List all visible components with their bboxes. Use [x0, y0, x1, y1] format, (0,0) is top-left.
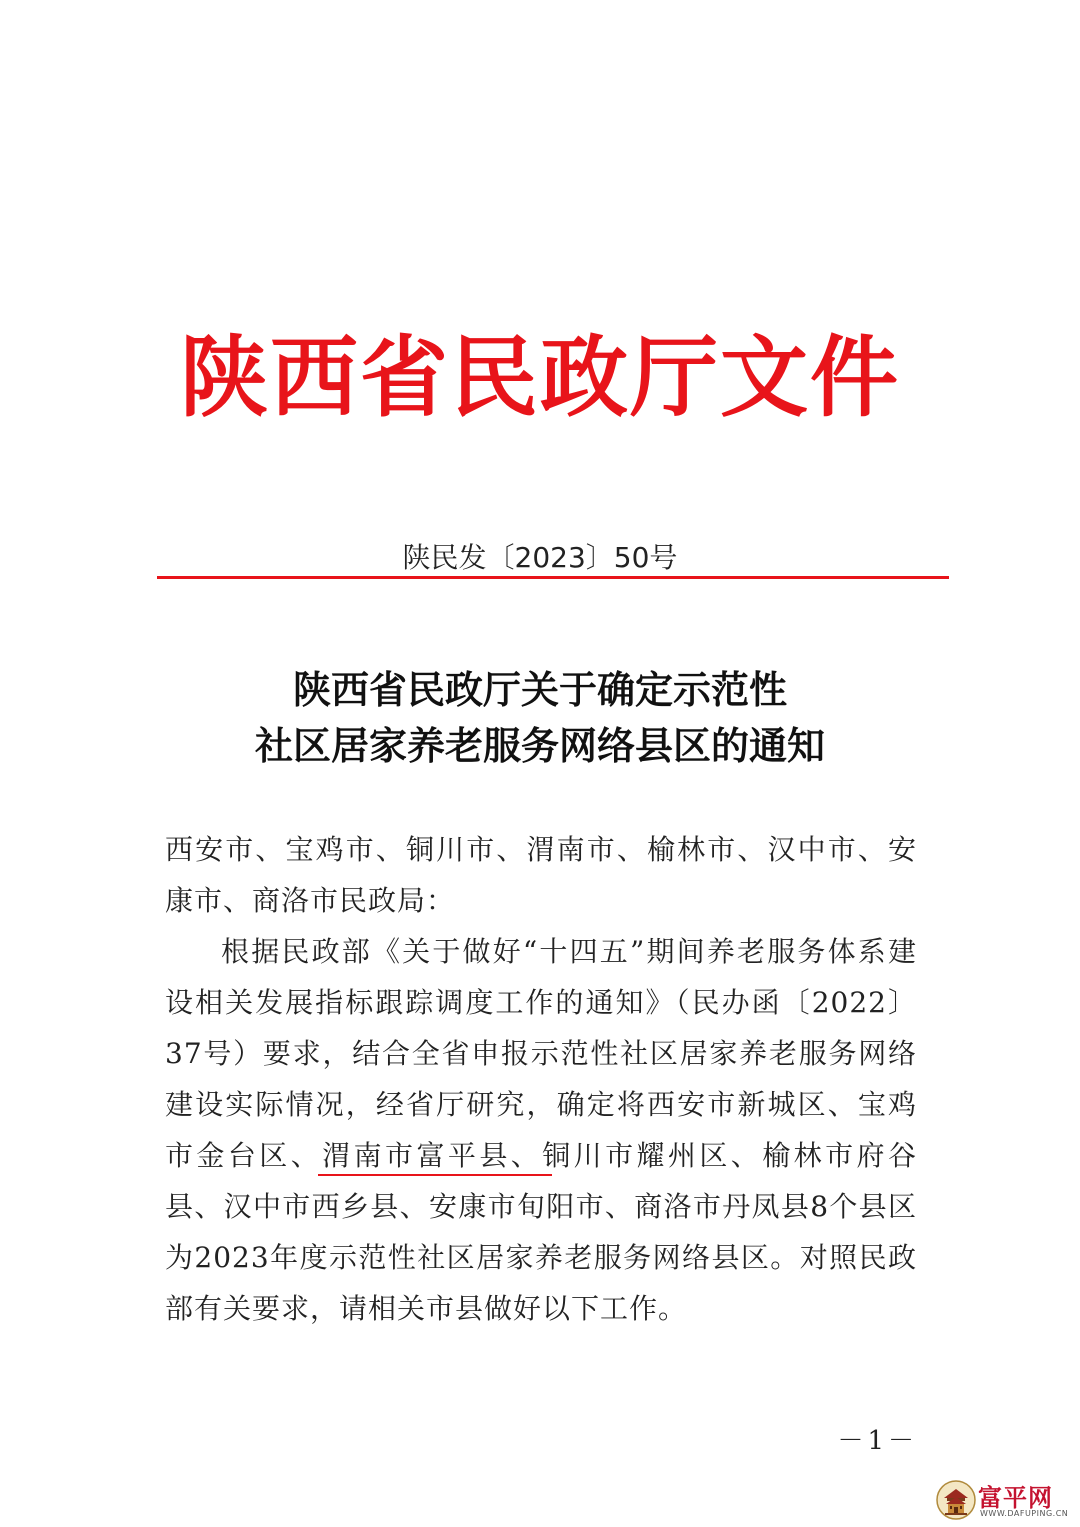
- title-line-1: 陕西省民政厅关于确定示范性: [292, 667, 787, 712]
- document-title: [0, 662, 1080, 774]
- watermark-url: WWW.DAFUPING.CN: [980, 1509, 1069, 1518]
- document-body: [165, 824, 917, 1334]
- document-number: 陕民发〔2023〕50号: [402, 541, 678, 574]
- page-number: －1－: [837, 1426, 918, 1456]
- building-logo-icon: [936, 1480, 976, 1520]
- addressees: 西安市、宝鸡市、铜川市、渭南市、榆林市、汉中市、安康市、商洛市民政局：: [165, 833, 917, 917]
- highlighted-county: 渭南市富平县、: [322, 1139, 543, 1172]
- site-watermark: [936, 1478, 1069, 1524]
- paragraph-text-before: 根据民政部《关于做好“十四五”期间养老服务体系建设相关发展指标跟踪调度工作的通知》（民办函〔2022〕37号）要求，结合全省申报示范性社区居家养老服务网络建设实际情况，经省厅研究，确定将西安市新城区、宝鸡市金台区、: [165, 935, 917, 1172]
- watermark-site-name: 富平网: [978, 1484, 1053, 1512]
- paragraph-text-after: 铜川市耀州区、榆林市府谷县、汉中市西乡县、安康市旬阳市、商洛市丹凤县8个县区为2023年度示范性社区居家养老服务网络县区。对照民政部有关要求，请相关市县做好以下工作。: [165, 1139, 917, 1325]
- title-line-2: 社区居家养老服务网络县区的通知: [254, 723, 825, 768]
- masthead-title: 陕西省民政厅文件: [179, 326, 900, 429]
- body-paragraph: [165, 926, 917, 1334]
- red-divider-line: [157, 576, 949, 579]
